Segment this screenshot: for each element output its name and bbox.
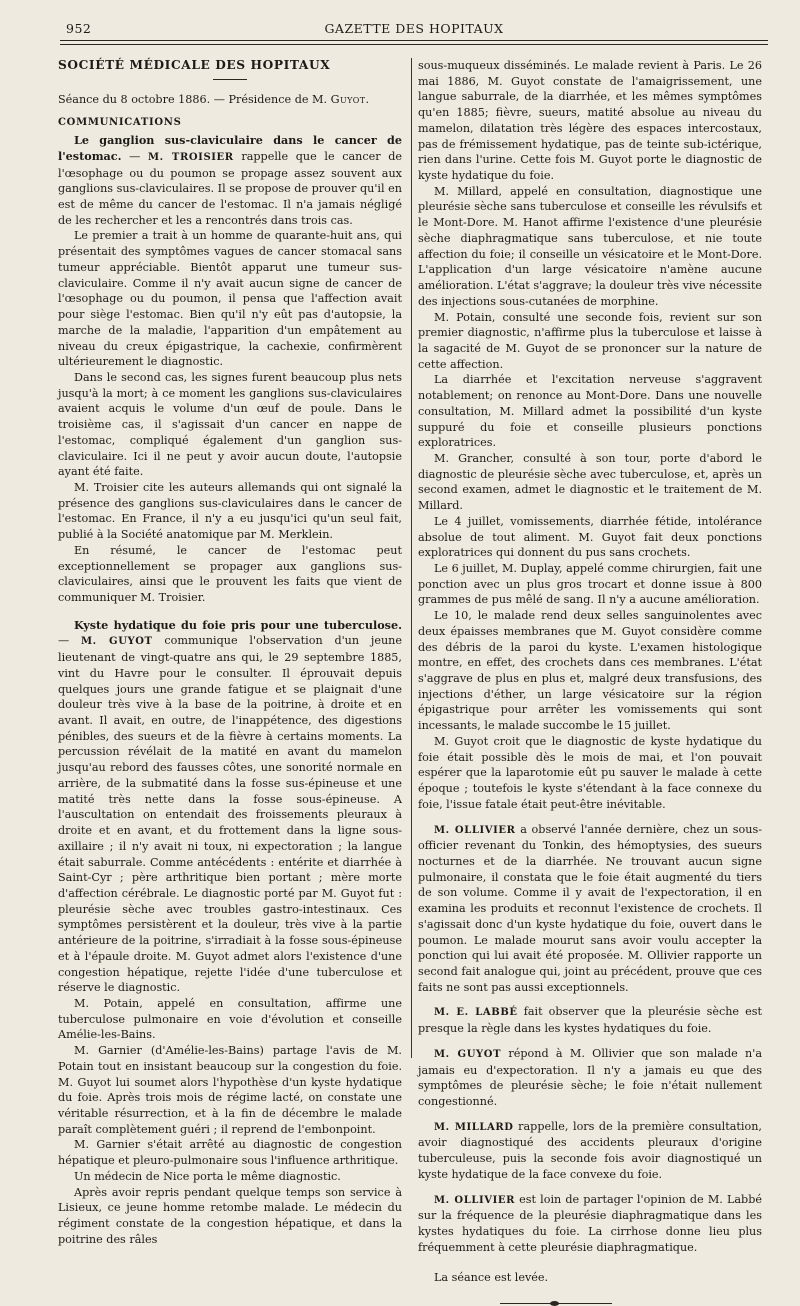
speaker-name: M. MILLARD xyxy=(434,1121,514,1133)
paragraph-text: est loin de partager l'opinion de M. Labbé sur la fréquence de la pleurésie diaphragmatique dans les kystes hydatiques du foie. La cirrhose donne lieu plus fréquemment à cette pleurésie diaphragmatique. xyxy=(418,1192,763,1254)
paragraph: Après avoir repris pendant quelque temps son service à Lisieux, ce jeune homme retombe malade. Le médecin du régiment constate de la congestion hépatique, et dans la poitrine des râles xyxy=(58,1185,402,1246)
title-rule xyxy=(213,79,247,80)
discussion-ollivier-2 xyxy=(418,1192,762,1256)
paragraph: M. Grancher, consulté à son tour, porte d'abord le diagnostic de pleurésie sèche avec tuberculose, et, après un second examen, admet le diagnostic et le traitement de M. Millard. xyxy=(418,451,762,513)
section-gap xyxy=(418,813,762,822)
paragraph: Le 6 juillet, M. Duplay, appelé comme chirurgien, fait une ponction avec un plus gros trocart et donne issue à 800 grammes de pus mêlé de sang. Il n'y a aucune amélioration. xyxy=(418,562,762,607)
journal-title: GAZETTE DES HOPITAUX xyxy=(324,21,504,36)
paragraph-text: fait observer que la pleurésie sèche est presque la règle dans les kystes hydatiques du foie. xyxy=(418,1005,762,1036)
paragraph: La diarrhée et l'excitation nerveuse s'aggravent notablement; on renonce au Mont-Dore. Dans une nouvelle consultation, M. Millard admet la possibilité d'un kyste suppuré du foie et conseille plusieurs ponctions exploratrices. xyxy=(418,373,762,450)
section-gap xyxy=(418,1183,762,1192)
section-gap xyxy=(418,1110,762,1119)
paragraph-text: répond à M. Ollivier que son malade n'a jamais eu d'expectoration. Il n'y a jamais eu que des symptômes de pleurésie sèche; le foie n'était nullement congestionné. xyxy=(418,1046,763,1108)
article-guyot: Kyste hydatique du foie pris pour une tuberculose. — M. GUYOT communique l'observation d'un jeune lieutenant de vingt-quatre ans qui, le 29 septembre 1885, vint du Havre pour le consulter. Il éprouvait depuis quelques jours une grande fatigue et se plaignait d'une douleur très vive à la base de la poitrine, à droite et en avant. Il avait, en outre, de l'inappétence, des digestions pénibles, des sueurs et de la fièvre à certains moments. La percussion révélait de la matité en avant du mamelon jusqu'au rebord des fausses côtes, une sonorité normale en arrière, de la submatité dans la fosse sus-épineuse et une matité très nette dans la fosse sous-épineuse. A l'auscultation on entendait des froissements pleuraux à droite et en avant, et du frottement dans la ligne sous-axillaire ; il n'y avait ni toux, ni expectoration ; la langue était saburrale. Comme antécédents : entérite et diarrhée à Saint-Cyr ; père arthritique bien portant ; mère morte d'affection cérébrale. Le diagnostic porté par M. Guyot fut : pleurésie sèche avec troubles gastro-intestinaux. Ces symptômes persistèrent et la douleur, très vive à la partie antérieure de la poitrine, s'irradiait à la fosse sous-épineuse et à l'épaule droite. M. Guyot admet alors l'existence d'une congestion hépatique, rejette l'idée d'une tuberculose et réserve le diagnostic. xyxy=(58,617,402,995)
discussion-millard xyxy=(418,1119,762,1183)
paragraph: M. Guyot croit que le diagnostic de kyste hydatique du foie était possible dès le mois de mai, et l'on pouvait espérer que la laparotomie eût pu sauver le malade à cette époque ; toutefois le kyste s'étendant à la face connexe du foie, l'issue fatale était peut-être inévitable. xyxy=(418,734,762,811)
seance-line xyxy=(58,92,402,108)
paragraph-text: communique l'observation d'un jeune lieutenant de vingt-quatre ans qui, le 29 septembre 1885, vint du Havre pour le consulter. Il éprouvait depuis quelques jours une grande fatigue et se plaignait d'une douleur très vive à la base de la poitrine, à droite et en avant. Il avait, en outre, de l'inappétence, des digestions pénibles, des sueurs et de la fièvre à certains moments. La percussion révélait de la matité en avant du mamelon jusqu'au rebord des fausses côtes, une sonorité normale en arrière, de la submatité dans la fosse sus-épineuse et une matité très nette dans la fosse sous-épineuse. A l'auscultation on entendait des froissements pleuraux à droite et en avant, et du frottement dans la ligne sous-axillaire ; il n'y avait ni toux, ni expectoration ; la langue était saburrale. Comme antécédents : entérite et diarrhée à Saint-Cyr ; père arthritique bien portant ; mère morte d'affection cérébrale. Le diagnostic porté par M. Guyot fut : pleurésie sèche avec troubles gastro-intestinaux. Ces symptômes persistèrent et la douleur, très vive à la partie antérieure de la poitrine, s'irradiait à la fosse sous-épineuse et à l'épaule droite. M. Guyot admet alors l'existence d'une congestion hépatique, rejette l'idée d'une tuberculose et réserve le diagnostic. xyxy=(58,634,402,995)
paragraph: sous-muqueux disséminés. Le malade revient à Paris. Le 26 mai 1886, M. Guyot constate de l'amaigrissement, une langue saburrale, de la diarrhée, et les mêmes symptômes qu'en 1885; fièvre, sueurs, matité absolue au niveau du mamelon, dilatation très légère des espaces intercostaux, pas de frémissement hydatique, pas de teinte sub-ictérique, rien dans l'urine. Cette fois M. Guyot porte le diagnostic de kyste hydatique du foie. xyxy=(418,59,762,183)
paragraph: M. Garnier s'était arrêté au diagnostic de congestion hépatique et pleuro-pulmonaire sous l'influence arthritique. xyxy=(58,1138,402,1168)
paragraph: Dans le second cas, les signes furent beaucoup plus nets jusqu'à la mort; à ce moment les ganglions sus-claviculaires avaient acquis le volume d'un œuf de poule. Dans le troisième cas, il s'agissait d'un cancer en nappe de l'estomac, compliqué également d'un ganglion sus-claviculaire. Ici il ne peut y avoir aucun doute, l'autopsie ayant été faite. xyxy=(58,370,402,479)
article-title: Kyste hydatique du foie pris pour une tuberculose. xyxy=(74,617,402,632)
left-column xyxy=(58,58,402,1247)
paragraph: Le 4 juillet, vomissements, diarrhée fétide, intolérance absolue de tout aliment. M. Guyot fait deux ponctions exploratrices qui donnent du pus sans crochets. xyxy=(418,514,762,560)
section-gap xyxy=(418,995,762,1004)
speaker-name: M. GUYOT xyxy=(80,636,153,648)
page-number: 952 xyxy=(66,21,92,36)
paragraph: M. Garnier (d'Amélie-les-Bains) partage l'avis de M. Potain tout en insistant beaucoup sur la congestion du foie. M. Guyot lui soumet alors l'hypothèse d'un kyste hydatique du foie. Après trois mois de régime lacté, on constate une véritable résurrection, et à la fin de décembre le malade paraît complètement guéri ; il reprend de l'embonpoint. xyxy=(58,1044,402,1136)
discussion-ollivier xyxy=(418,822,762,996)
closing-line: La séance est levée. xyxy=(434,1271,549,1285)
speaker-name: M. E. LABBÉ xyxy=(434,1007,518,1019)
article-title: Le ganglion sus-claviculaire dans le cancer de l'estomac. xyxy=(58,133,402,163)
paragraph: En résumé, le cancer de l'estomac peut exceptionnellement se propager aux ganglions sus-claviculaires, ainsi que le prouvent les faits que vient de communiquer M. Troisier. xyxy=(58,543,402,604)
seance-president: Guyot. xyxy=(330,92,370,106)
section-gap xyxy=(418,1037,762,1046)
speaker-name: M. OLLIVIER xyxy=(434,824,516,836)
communications-heading: COMMUNICATIONS xyxy=(58,117,182,129)
discussion-labbe xyxy=(418,1004,762,1036)
header-rule-top xyxy=(60,40,768,41)
paragraph: M. Troisier cite les auteurs allemands qui ont signalé la présence des ganglions sus-claviculaires dans le cancer de l'estomac. En France, il n'y a eu jusqu'ici qu'un seul fait, publié à la Société anatomique par M. Merklein. xyxy=(58,480,402,542)
column-separator xyxy=(411,58,412,1058)
paragraph: Le premier a trait à un homme de quarante-huit ans, qui présentait des symptômes vagues de cancer stomacal sans tumeur appréciable. Bientôt apparut une tumeur sus-claviculaire. Comme il n'y avait aucun signe de cancer de l'œsophage ou du poumon, il pensa que l'affection avait pour siège l'estomac. Bien qu'il n'y eût pas d'autopsie, la marche de la maladie, l'apparition d'un empâtement au niveau du creux épigastrique, la cachexie, confirmèrent ultérieurement le diagnostic. xyxy=(58,229,402,369)
discussion-guyot xyxy=(418,1046,762,1110)
speaker-name: M. GUYOT xyxy=(434,1048,502,1060)
speaker-name: M. OLLIVIER xyxy=(434,1194,516,1206)
right-column xyxy=(418,58,762,1304)
paragraph: M. Millard, appelé en consultation, diagnostique une pleurésie sèche sans tuberculose et conseille les révulsifs et le Mont-Dore. M. Hanot affirme l'existence d'une pleurésie sèche diaphragmatique sans tuberculose, et nie toute affection du foie; il conseille un vésicatoire et le Mont-Dore. L'application d'un large vésicatoire n'amène aucune amélioration. L'état s'aggrave; la douleur très vive nécessite des injections sous-cutanées de morphine. xyxy=(418,184,762,308)
paragraph: M. Potain, appelé en consultation, affirme une tuberculose pulmonaire en voie d'évolution et conseille Amélie-les-Bains. xyxy=(58,996,402,1042)
society-title: SOCIÉTÉ MÉDICALE DES HOPITAUX xyxy=(58,58,331,72)
header-rule-bottom xyxy=(60,44,768,45)
paragraph-text: rappelle que le cancer de l'œsophage ou du poumon se propage assez souvent aux ganglions sus-claviculaires. Il se propose de prouver qu'il en est de même du cancer de l'estomac. Il n'a jamais négligé de les rechercher et les a rencontrés dans trois cas. xyxy=(58,149,403,227)
speaker-name: M. TROISIER xyxy=(148,151,234,163)
paragraph: Un médecin de Nice porta le même diagnostic. xyxy=(74,1169,341,1183)
end-ornament-rule xyxy=(500,1303,612,1304)
seance-prefix: Séance du 8 octobre 1886. — Présidence de M. xyxy=(58,92,331,106)
running-header xyxy=(60,18,768,40)
paragraph-text: rappelle, lors de la première consultation, avoir diagnostiqué des accidents pleuraux d'origine tuberculeuse, puis la seconde fois avoir diagnostiqué un kyste hydatique de la face convexe du foie. xyxy=(418,1119,762,1181)
section-gap xyxy=(58,606,402,618)
paragraph: M. Potain, consulté une seconde fois, revient sur son premier diagnostic, n'affirme plus la tuberculose et laisse à la sagacité de M. Guyot de se prononcer sur la nature de cette affection. xyxy=(418,310,762,371)
paragraph: Le 10, le malade rend deux selles sanguinolentes avec deux épaisses membranes que M. Guyot considère comme des débris de la paroi du kyste. L'examen histologique montre, en effet, des crochets dans ces membranes. L'état s'aggrave de plus en plus et, malgré deux transfusions, des injections d'éther, un large vésicatoire sur la région épigastrique pour arrêter les vomissements qui sont incessants, le malade succombe le 15 juillet. xyxy=(418,609,762,733)
section-gap xyxy=(418,1255,762,1264)
paragraph-text: a observé l'année dernière, chez un sous-officier revenant du Tonkin, des hémoptysies, des sueurs nocturnes et de la diarrhée. Ne trouvant aucun signe pulmonaire, il constata que le foie était augmenté du tiers de son volume. Comme il y avait de l'expectoration, il en examina les produits et reconnut l'existence de crochets. Il s'agissait donc d'un kyste hydatique du foie, ouvert dans le poumon. Le malade mourut sans avoir voulu accepter la ponction qui lui avait été proposée. M. Ollivier rapporte un second fait analogue qui, joint au précédent, prouve que ces faits ne sont pas aussi exceptionnels. xyxy=(418,822,762,994)
article-troisier: Le ganglion sus-claviculaire dans le cancer de l'estomac. — M. TROISIER rappelle que le cancer de l'œsophage ou du poumon se propage assez souvent aux ganglions sus-claviculaires. Il se propose de prouver qu'il en est de même du cancer de l'estomac. Il n'a jamais négligé de les rechercher et les a rencontrés dans trois cas. xyxy=(58,133,403,227)
